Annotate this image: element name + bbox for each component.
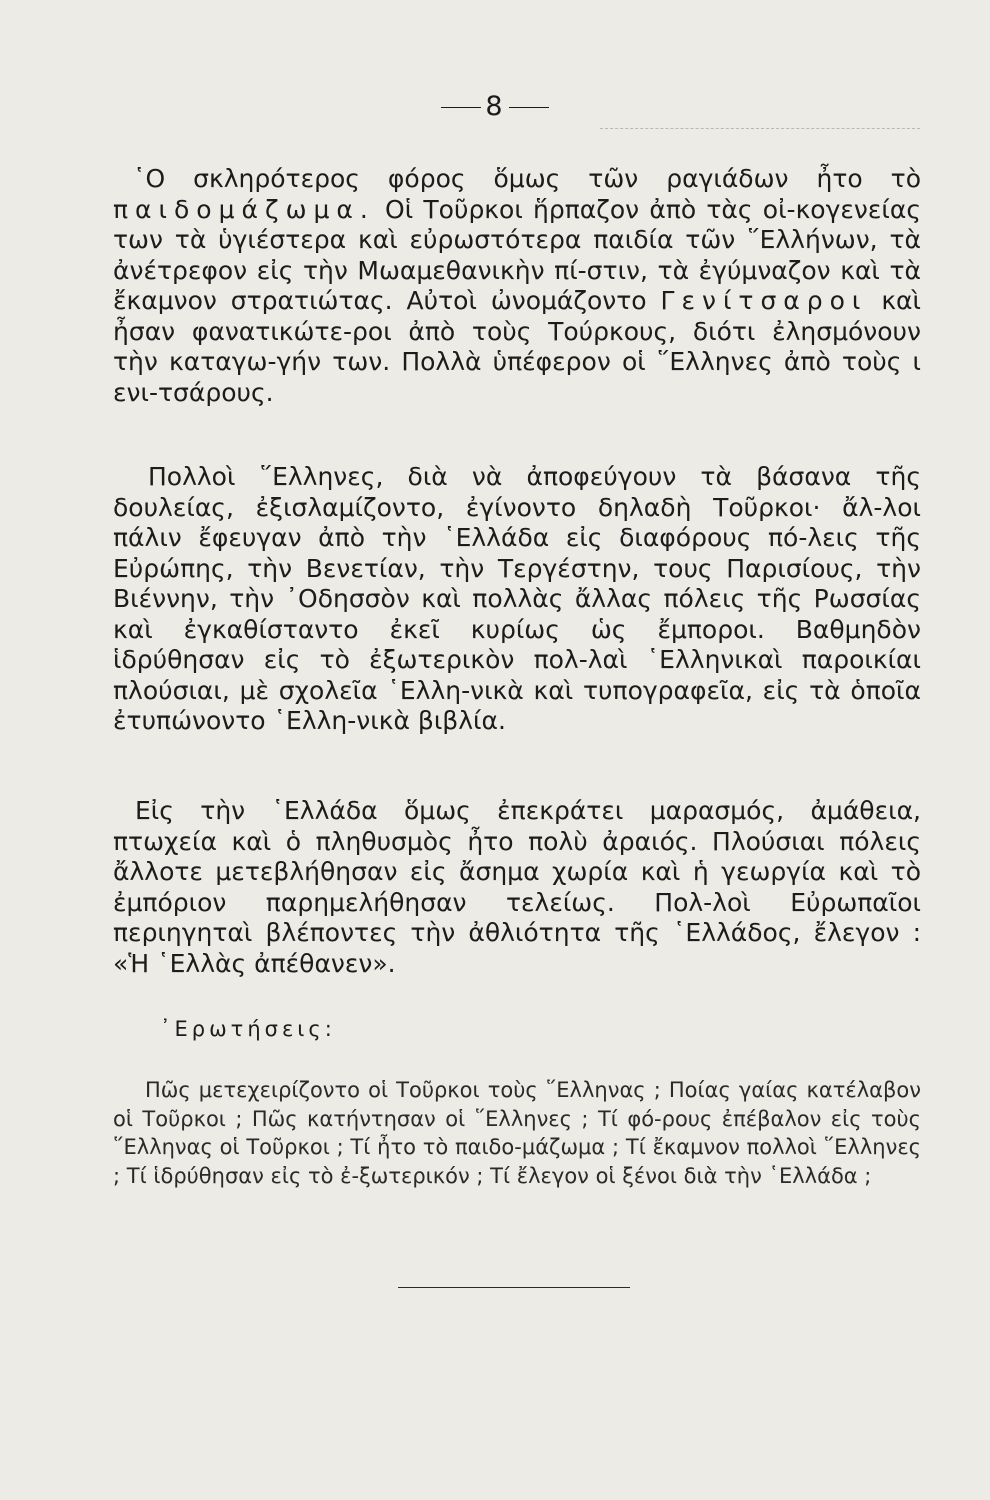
term-paidomazoma: παιδομάζωμα. [113,194,375,224]
page-number [0,92,990,122]
paragraph-1-part-e: καὶ ἦσαν φανατικώτε-ροι ἀπὸ τοὺς Τούρκους, διότι ἐλησμόνουν τὴν καταγω-γήν των. Πολλὰ ὑπέφερον οἱ ῞Ελληνες ἀπὸ τοὺς ι ενι-τσάρους. [113,286,921,407]
paragraph-1-part-a: ῾Ο σκληρότερος φόρος ὅμως τῶν ραγιάδων ἦτο τὸ [133,164,921,193]
term-genitsaroi: Γενίτσαροι [660,286,868,315]
paragraph-emigration: Πολλοὶ ῞Ελληνες, διὰ νὰ ἀποφεύγουν τὰ βάσανα τῆς δουλείας, ἐξισλαμίζοντο, ἐγίνοντο δηλαδὴ Τοῦρκοι· ἄλ-λοι πάλιν ἔφευγαν ἀπὸ τὴν ῾Ελλάδα εἰς διαφόρους πό-λεις τῆς Εὐρώπης, τὴν Βενετίαν, τὴν Τεργέστην, τους Παρισίους, τὴν Βιέννην, τὴν ᾿Οδησσὸν καὶ πολλὰς ἄλλας πόλεις τῆς Ρωσσίας καὶ ἐγκαθίσταντο ἐκεῖ κυρίως ὡς ἔμποροι. Βαθμηδὸν ἱδρύθησαν εἰς τὸ ἐξωτερικὸν πολ-λαὶ ῾Ελληνικαὶ παροικίαι πλούσιαι, μὲ σχολεῖα ῾Ελλη-νικὰ καὶ τυπογραφεῖα, εἰς τὰ ὁποῖα ἐτυπώνοντο ῾Ελλη-νικὰ βιβλία. [113,462,921,735]
paragraph-1-part-c: Οἱ Τοῦρκοι ἥρπαζον ἀπὸ τὰς οἰ-κογενείας των τὰ ὑγιέστερα καὶ εὐρωστότερα παιδία τῶν ῞Ελλήνων, τὰ ἀνέτρεφον εἰς τὴν Μωαμεθανικὴν πί-στιν, τὰ ἐγύμναζον καὶ τὰ ἔκαμνον στρατιώτας. Αὐτοὶ ὠνομάζοντο [113,194,921,315]
header-rule [600,128,920,131]
page-number-dash-left [441,107,481,108]
questions-heading: ᾿Ερωτήσεις: [160,1017,336,1041]
page-number-value: 8 [485,91,505,122]
questions-text: Πῶς μετεχειρίζοντο οἱ Τοῦρκοι τοὺς ῞Ελληνας ; Ποίας γαίας κατέλαβον οἱ Τοῦρκοι ; Πῶς κατήντησαν οἱ ῞Ελληνες ; Τί φό-ρους ἐπέβαλον εἰς τοὺς ῞Ελληνας οἱ Τοῦρκοι ; Τί ἦτο τὸ παιδο-μάζωμα ; Τί ἔκαμνον πολλοὶ ῞Ελληνες ; Τί ἱδρύθησαν εἰς τὸ ἐ-ξωτερικόν ; Τί ἔλεγον οἱ ξένοι διὰ τὴν ῾Ελλάδα ; [113,1078,921,1188]
paragraph-decline: Εἰς τὴν ῾Ελλάδα ὅμως ἐπεκράτει μαρασμός, ἀμάθεια, πτωχεία καὶ ὁ πληθυσμὸς ἦτο πολὺ ἀραιός. Πλούσιαι πόλεις ἄλλοτε μετεβλήθησαν εἰς ἄσημα χωρία καὶ ἡ γεωργία καὶ τὸ ἐμπόριον παρημελήθησαν τελείως. Πολ-λοὶ Εὐρωπαῖοι περιηγηταὶ βλέποντες τὴν ἀθλιότητα τῆς ῾Ελλάδος, ἔλεγον : «Ἡ ῾Ελλὰς ἀπέθανεν». [113,796,921,978]
paragraph-devshirme [113,164,921,408]
closing-rule [398,1287,630,1288]
page-number-dash-right [509,107,549,108]
